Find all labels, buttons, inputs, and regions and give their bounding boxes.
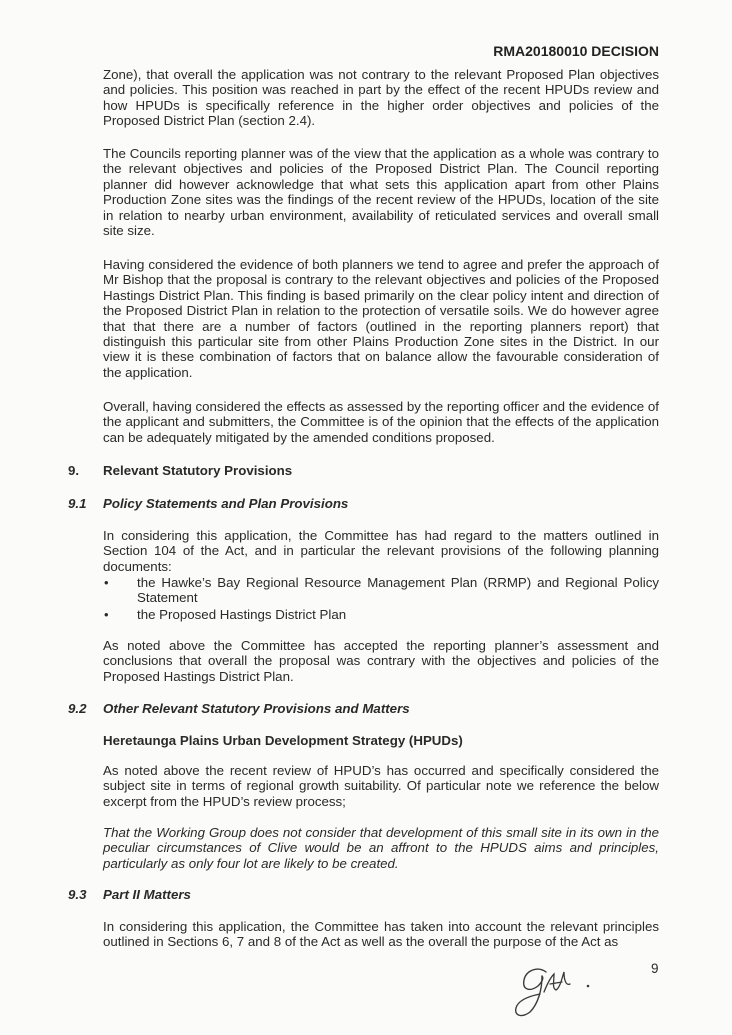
paragraph-hpuds-review: As noted above the recent review of HPUD’s has occurred and specifically considered the subject site in terms of regional growth suitability. Of particular note we reference the below excerpt from the HPUD’s review process;	[103, 763, 659, 809]
list-item: the Hawke’s Bay Regional Resource Management Plan (RRMP) and Regional Policy Statement	[137, 575, 659, 606]
paragraph-council-planner-view: The Councils reporting planner was of the view that the application as a whole was contrary to the relevant objectives and policies of the Proposed District Plan. The Council reporting planner did however acknowledge that what sets this application apart from other Plains Production Zone sites was the findings of the recent review of the HPUDs, location of the site in relation to nearby urban environment, availability of reticulated services and overall small site size.	[103, 146, 659, 239]
quoted-excerpt: That the Working Group does not consider that development of this small site in its own in the peculiar circumstances of Clive would be an affront to the HPUDS aims and principles, particularly as only four lot are likely to be created.	[103, 825, 659, 871]
paragraph-section-104: In considering this application, the Committee has had regard to the matters outlined in Section 104 of the Act, and in particular the relevant provisions of the following planning documents:	[103, 528, 659, 574]
paragraph-zone-conclusion: Zone), that overall the application was not contrary to the relevant Proposed Plan objectives and policies. This position was reached in part by the effect of the recent HPUDs review and how HPUDs is specifically reference in the higher order objectives and policies of the Proposed District Plan (section 2.4).	[103, 67, 659, 129]
hpuds-subheading: Heretaunga Plains Urban Development Strategy (HPUDs)	[103, 733, 463, 748]
section-9-title: Relevant Statutory Provisions	[103, 463, 293, 478]
bullet-icon: •	[104, 607, 109, 622]
paragraph-committee-accepted: As noted above the Committee has accepted the reporting planner’s assessment and conclusions that overall the proposal was contrary with the objectives and policies of the Proposed Hastings District Plan.	[103, 638, 659, 684]
paragraph-overall-effects: Overall, having considered the effects as assessed by the reporting officer and the evidence of the applicant and submitters, the Committee is of the opinion that the effects of the application can be adequately mitigated by the amended conditions proposed.	[103, 399, 659, 445]
section-9-2-title: Other Relevant Statutory Provisions and Matters	[103, 701, 410, 716]
signature-initials-icon	[512, 962, 602, 1020]
document-reference: RMA20180010 DECISION	[493, 43, 659, 59]
section-9-number: 9.	[68, 463, 80, 478]
paragraph-planners-evidence: Having considered the evidence of both planners we tend to agree and prefer the approach of Mr Bishop that the proposal is contrary to the relevant objectives and policies of the Proposed Hastings District Plan. This finding is based primarily on the clear policy intent and direction of the Proposed District Plan in relation to the protection of versatile soils. We do however agree that that there are a number of factors (outlined in the reporting planners report) that distinguish this particular site from other Plains Production Zone sites in the District. In our view it is these combination of factors that on balance allow the favourable consideration of the application.	[103, 257, 659, 380]
section-9-3-number: 9.3	[68, 887, 87, 902]
paragraph-part-ii: In considering this application, the Committee has taken into account the relevant principles outlined in Sections 6, 7 and 8 of the Act as well as the overall the purpose of the Act as	[103, 919, 659, 950]
page-number: 9	[651, 961, 659, 976]
section-9-1-number: 9.1	[68, 496, 87, 511]
section-9-1-title: Policy Statements and Plan Provisions	[103, 496, 349, 511]
list-item: the Proposed Hastings District Plan	[137, 607, 347, 622]
bullet-icon: •	[104, 575, 109, 590]
section-9-2-number: 9.2	[68, 701, 87, 716]
section-9-3-title: Part II Matters	[103, 887, 191, 902]
